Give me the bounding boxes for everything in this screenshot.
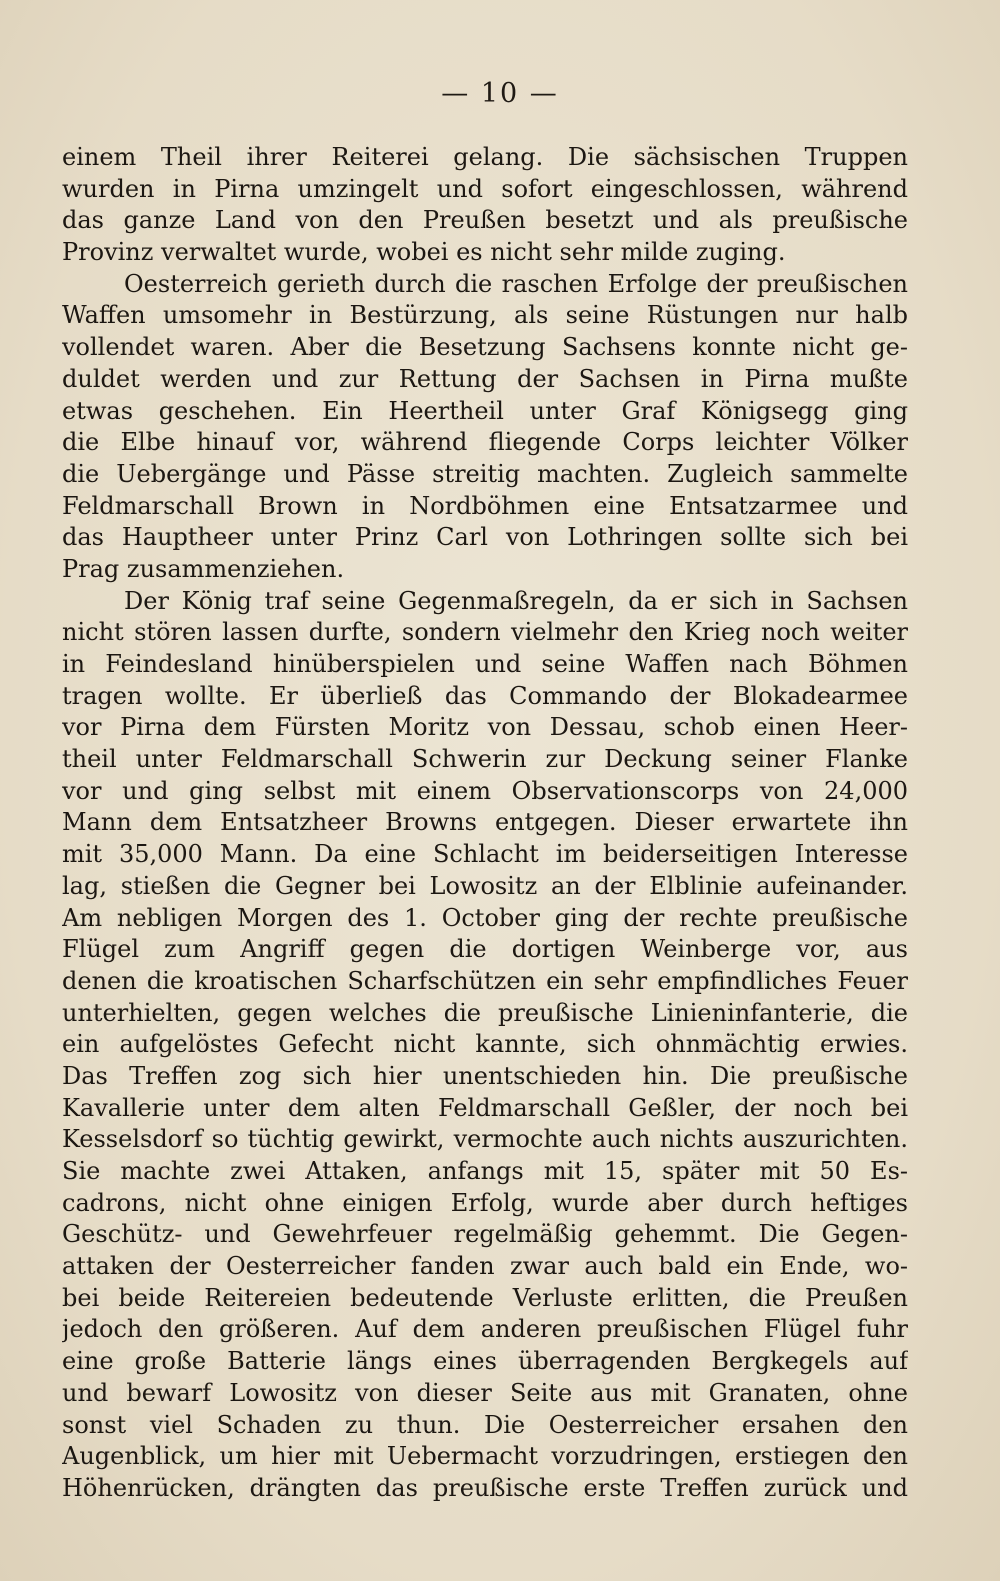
text-line: theil unter Feldmarschall Schwerin zur Deckung seiner Flanke: [62, 745, 908, 774]
text-line: Das Treffen zog sich hier unentschieden hin. Die preußische: [62, 1061, 908, 1090]
text-line: vollendet waren. Aber die Besetzung Sachsens konnte nicht ge-: [62, 333, 908, 362]
text-line: Sie machte zwei Attaken, anfangs mit 15, später mit 50 Es-: [62, 1157, 908, 1185]
text-line: die Uebergänge und Pässe streitig machten. Zugleich sammelte: [62, 459, 908, 488]
text-line: Provinz verwaltet wurde, wobei es nicht sehr milde zuging.: [62, 238, 786, 267]
text-line: Der König traf seine Gegenmaßregeln, da er sich in Sachsen: [124, 586, 908, 615]
text-line: vor Pirna dem Fürsten Moritz von Dessau, schob einen Heer-: [62, 713, 908, 742]
text-line: Kesselsdorf so tüchtig gewirkt, vermochte auch nichts auszurichten.: [62, 1125, 908, 1154]
text-line: lag, stießen die Gegner bei Lowositz an der Elblinie aufeinander.: [62, 871, 908, 900]
text-line: Prag zusammenziehen.: [62, 554, 345, 583]
text-line: Mann dem Entsatzheer Browns entgegen. Dieser erwartete ihn: [62, 808, 908, 837]
text-line: vor und ging selbst mit einem Observationscorps von 24,000: [62, 776, 908, 805]
text-line: jedoch den größeren. Auf dem anderen preußischen Flügel fuhr: [62, 1315, 908, 1344]
text-line: eine große Batterie längs eines überragenden Bergkegels auf: [62, 1347, 908, 1376]
text-line: mit 35,000 Mann. Da eine Schlacht im beiderseitigen Interesse: [62, 840, 908, 869]
text-line: denen die kroatischen Scharfschützen ein sehr empfindliches Feuer: [62, 966, 908, 995]
text-line: Feldmarschall Brown in Nordböhmen eine Entsatzarmee und: [62, 491, 908, 520]
text-line: das ganze Land von den Preußen besetzt und als preußische: [62, 206, 908, 235]
text-line: in Feindesland hinüberspielen und seine Waffen nach Böhmen: [62, 650, 908, 678]
text-line: die Elbe hinauf vor, während fliegende Corps leichter Völker: [62, 428, 908, 457]
text-line: Augenblick, um hier mit Uebermacht vorzudringen, erstiegen den: [62, 1442, 908, 1471]
text-line: sonst viel Schaden zu thun. Die Oesterreicher ersahen den: [62, 1410, 908, 1439]
text-line: ein aufgelöstes Gefecht nicht kannte, sich ohnmächtig erwies.: [62, 1030, 908, 1059]
text-line: einem Theil ihrer Reiterei gelang. Die sächsischen Truppen: [62, 143, 908, 171]
text-line: das Hauptheer unter Prinz Carl von Lothringen sollte sich bei: [62, 523, 908, 552]
text-line: etwas geschehen. Ein Heertheil unter Graf Königsegg ging: [62, 396, 908, 425]
text-line: bei beide Reitereien bedeutende Verluste erlitten, die Preußen: [62, 1283, 908, 1312]
text-line: Geschütz- und Gewehrfeuer regelmäßig gehemmt. Die Gegen-: [62, 1220, 908, 1249]
page-number: — 10 —: [441, 78, 559, 109]
text-line: Kavallerie unter dem alten Feldmarschall Geßler, der noch bei: [62, 1093, 908, 1122]
text-line: Am nebligen Morgen des 1. October ging der rechte preußische: [62, 903, 908, 932]
text-line: und bewarf Lowositz von dieser Seite aus mit Granaten, ohne: [62, 1378, 908, 1407]
text-line: Waffen umsomehr in Bestürzung, als seine Rüstungen nur halb: [62, 301, 908, 330]
text-line: wurden in Pirna umzingelt und sofort eingeschlossen, während: [62, 174, 908, 203]
text-line: Flügel zum Angriff gegen die dortigen Weinberge vor, aus: [62, 935, 908, 964]
body-text: [62, 142, 908, 1505]
text-line: Oesterreich gerieth durch die raschen Erfolge der preußischen: [124, 269, 908, 298]
text-line: nicht stören lassen durfte, sondern vielmehr den Krieg noch weiter: [62, 618, 908, 647]
text-line: unterhielten, gegen welches die preußische Linieninfanterie, die: [62, 998, 908, 1027]
text-line: tragen wollte. Er überließ das Commando der Blokadearmee: [62, 681, 908, 710]
text-line: attaken der Oesterreicher fanden zwar auch bald ein Ende, wo-: [62, 1252, 908, 1281]
text-line: cadrons, nicht ohne einigen Erfolg, wurde aber durch heftiges: [62, 1188, 908, 1217]
text-line: duldet werden und zur Rettung der Sachsen in Pirna mußte: [62, 364, 908, 393]
text-line: Höhenrücken, drängten das preußische erste Treffen zurück und: [62, 1473, 908, 1502]
